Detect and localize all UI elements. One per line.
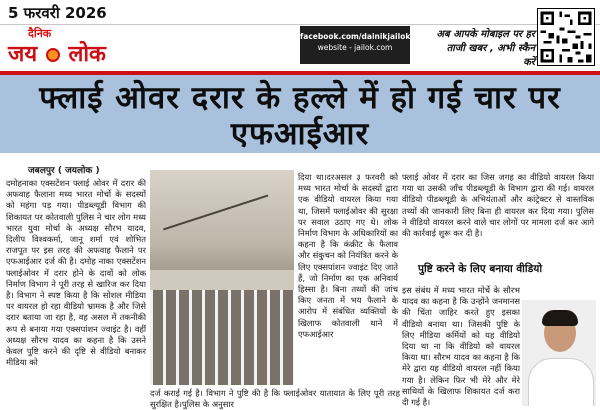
promo-line-1: अब आपके मोबाइल पर हर xyxy=(436,29,535,40)
date-bar xyxy=(0,0,600,25)
portrait-hair xyxy=(542,310,578,326)
article-column-3: फ्लाई ओवर में दरार का जिस जगह का वीडियो वायरल किया गया था उसकी जाँच पीडब्ल्यूडी के विभाग द्वारा की गई। वायरल वीडियो पीडब्ल्यूडी के अभियंताओं और कांट्रेक्टर से वास्तविक तथ्यों की जानकारी लिए बिना ही वायरल कर दिया गया। पुलिस ने वीडियो वायरल करने वाले चार लोगों पर मामला दर्ज कर आगे की कार्रवाई शुरू कर दी है। xyxy=(402,172,594,239)
article-bottom-line: दर्ज कराई गई है। विभाग ने पुष्टि की है कि फ्लाईओवर यातायात के लिए पूरी तरह सुरक्षित है।पुलिस के अनुसार xyxy=(150,388,400,410)
article-column-4: इस संबंध में मध्य भारत मोर्चे के सौरभ यादव का कहना है कि उन्होंने जनमानस की चिंता जाहिर करते हुए इसका वीडियो बनाया था। जिसकी पुष्टि के लिए मीडिया कर्मियों को यह वीडियो दिया था ना कि वीडियो को वायरल किया था। सौरभ यादव का कहना है कि मेरे द्वारा यह वीडियो वायरल नहीं किया गया है। लेकिन फिर भी मेरे और मेरे साथियों के खिलाफ शिकायत दर्ज करा दी गई है। xyxy=(402,285,520,408)
qr-code-icon xyxy=(537,8,595,66)
facebook-link-text: facebook.com/dainikjailok xyxy=(300,32,411,41)
flyover-photo xyxy=(150,170,294,385)
headline: फ्लाई ओवर दरार के हल्ले में हो गई चार पर एफआईआर xyxy=(39,80,561,152)
issue-date: 5 फरवरी 2026 xyxy=(8,4,107,22)
scan-promo xyxy=(435,28,535,70)
website-link-text: website - jailok.com xyxy=(317,43,393,52)
social-links-box xyxy=(300,26,410,64)
masthead xyxy=(0,0,600,74)
logo-flag-icon xyxy=(46,48,60,62)
article-column-2: दिया था।दरअसल ३ फरवरी को मध्य भारत मोर्चा के सदस्यों द्वारा एक वीडियो वायरल किया गया था, जिसमें फ्लाईओवर की सुरक्षा पर सवाल उठाए गए थे। लोक निर्माण विभाग के अधिकारियों का कहना है कि कंक्रीट के फैलाव और संकुचन को नियंत्रित करने के लिए एक्सपांशन ज्वाइंट दिए जाते हैं, जो निर्माण का एक अनिवार्य हिस्सा है। बिना तथ्यों की जांच किए जनता में भय फैलाने के आरोप में संबंधित व्यक्तियों के खिलाफ कोतवाली थाने में एफआईआर xyxy=(298,172,398,339)
photo-slab xyxy=(150,270,294,290)
portrait-shirt xyxy=(528,358,594,406)
logo-part-2: लोक xyxy=(68,41,106,67)
logo-wordmark xyxy=(8,38,106,68)
newspaper-logo xyxy=(8,26,118,70)
photo-railing xyxy=(150,290,294,385)
dateline: जबलपुर ( जयलोक ) xyxy=(28,166,100,176)
logo-part-1: जय xyxy=(8,41,38,67)
subheading: पुष्टि करने के लिए बनाया वीडियो xyxy=(418,263,543,275)
logo-top-text: दैनिक xyxy=(28,27,52,40)
person-portrait xyxy=(522,300,596,406)
promo-line-2: ताजी खबर , अभी स्कैन करें xyxy=(446,43,535,68)
article-column-1: दमोहनाका एक्सटेंशन फ्लाई ओवर में दरार की अफवाह फैलाना मध्य भारत मोर्चो के सदस्यों को महंगा पड़ गया। पीडब्ल्यूडी विभाग की शिकायत पर कोतवाली पुलिस ने चार लोग मध्य भारत युवा मोर्चा के अध्यक्ष सौरभ यादव, दिलीप विश्वकर्मा, जानू शर्मा एवं शोभित राजपूत पर इस तरह की अफवाह फैलाने पर एफआईआर दर्ज की है। दमोह नाका एक्सटेंशन फ्लाईओवर में दरार होने के दावों को लोक निर्माण विभाग ने पूरी तरह से खारिज कर दिया है। विभाग ने स्पष्ट किया है कि सोशल मीडिया पर वायरल हो रहा वीडियो भ्रामक है और जिसे दरार बताया जा रहा है, वह असल में तकनीकी रूप से बनाया गया एक्सपांशन ज्वाइंट है। वहीं अध्यक्ष सौरभ यादव का कहना है कि उसने केवल पुष्टि करने की दृष्टि से वीडियो बनाकर मीडिया को xyxy=(6,178,146,368)
